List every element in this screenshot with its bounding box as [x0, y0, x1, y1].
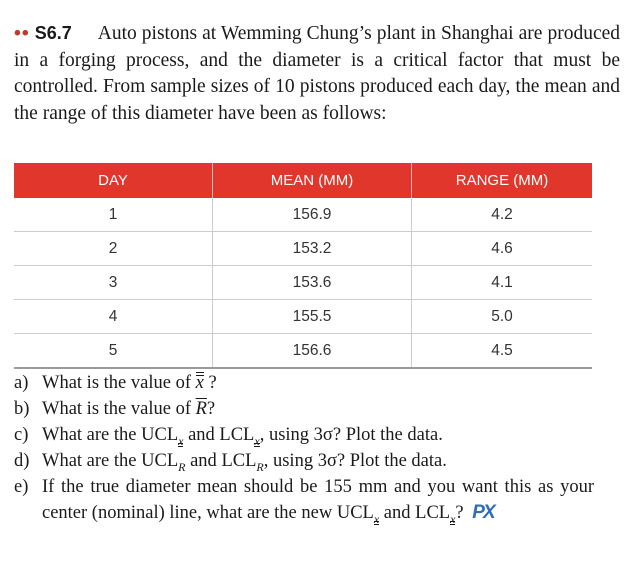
cell-day: 4 — [14, 300, 213, 334]
cell-range: 5.0 — [412, 300, 593, 334]
cell-mean: 156.6 — [213, 334, 412, 369]
question-d: d) What are the $UCL_R$ and $LCL_R$, using 3σ? Plot the data. — [14, 448, 594, 474]
cell-range: 4.5 — [412, 334, 593, 369]
question-label: e) — [14, 477, 29, 497]
table-row — [14, 334, 592, 369]
question-label: c) — [14, 425, 29, 445]
cell-day: 2 — [14, 232, 213, 266]
question-text: What is the value of — [42, 373, 191, 393]
problem-number: S6.7 — [34, 23, 72, 43]
header-day: DAY — [14, 163, 213, 198]
px-icon[interactable]: PX — [472, 502, 494, 523]
cell-day: 1 — [14, 198, 213, 232]
question-e: e) If the true diameter mean should be 155 mm and you want this as your center (nominal) line, what are the new $UCL_x$ and $LCL_x$? PX — [14, 474, 594, 526]
header-range: RANGE (MM) — [412, 163, 593, 198]
data-table — [14, 163, 592, 369]
difficulty-dots: •• — [14, 22, 30, 44]
question-list — [14, 370, 594, 526]
question-label: b) — [14, 399, 30, 419]
cell-range: 4.2 — [412, 198, 593, 232]
cell-range: 4.1 — [412, 266, 593, 300]
header-mean: MEAN (MM) — [213, 163, 412, 198]
r-bar-symbol: $\overline{R}$ — [195, 399, 207, 419]
cell-mean: 153.6 — [213, 266, 412, 300]
table-row — [14, 266, 592, 300]
cell-mean: 155.5 — [213, 300, 412, 334]
question-b: b) What is the value of $\overline{R}$? — [14, 396, 594, 422]
problem-intro — [14, 20, 620, 127]
question-a: a) What is the value of x ? — [14, 370, 594, 396]
cell-day: 3 — [14, 266, 213, 300]
cell-mean: 156.9 — [213, 198, 412, 232]
question-c: c) What are the $UCL_x$ and $LCL_x$, using 3σ? Plot the data. — [14, 422, 594, 448]
x-double-bar-symbol: x — [196, 370, 204, 396]
question-label: a) — [14, 373, 29, 393]
table-header-row — [14, 163, 592, 198]
cell-mean: 153.2 — [213, 232, 412, 266]
table-row — [14, 300, 592, 334]
question-label: d) — [14, 451, 30, 471]
table-row — [14, 232, 592, 266]
question-text: What is the value of — [42, 399, 191, 419]
table-row — [14, 198, 592, 232]
cell-day: 5 — [14, 334, 213, 369]
problem-text: Auto pistons at Wemming Chung’s plant in Shanghai are produced in a forging process, and the diameter is a critical factor that must be controlled. From sample sizes of 10 pistons produced each day, the mean and the range of this diameter have been as follows: — [14, 23, 621, 124]
cell-range: 4.6 — [412, 232, 593, 266]
